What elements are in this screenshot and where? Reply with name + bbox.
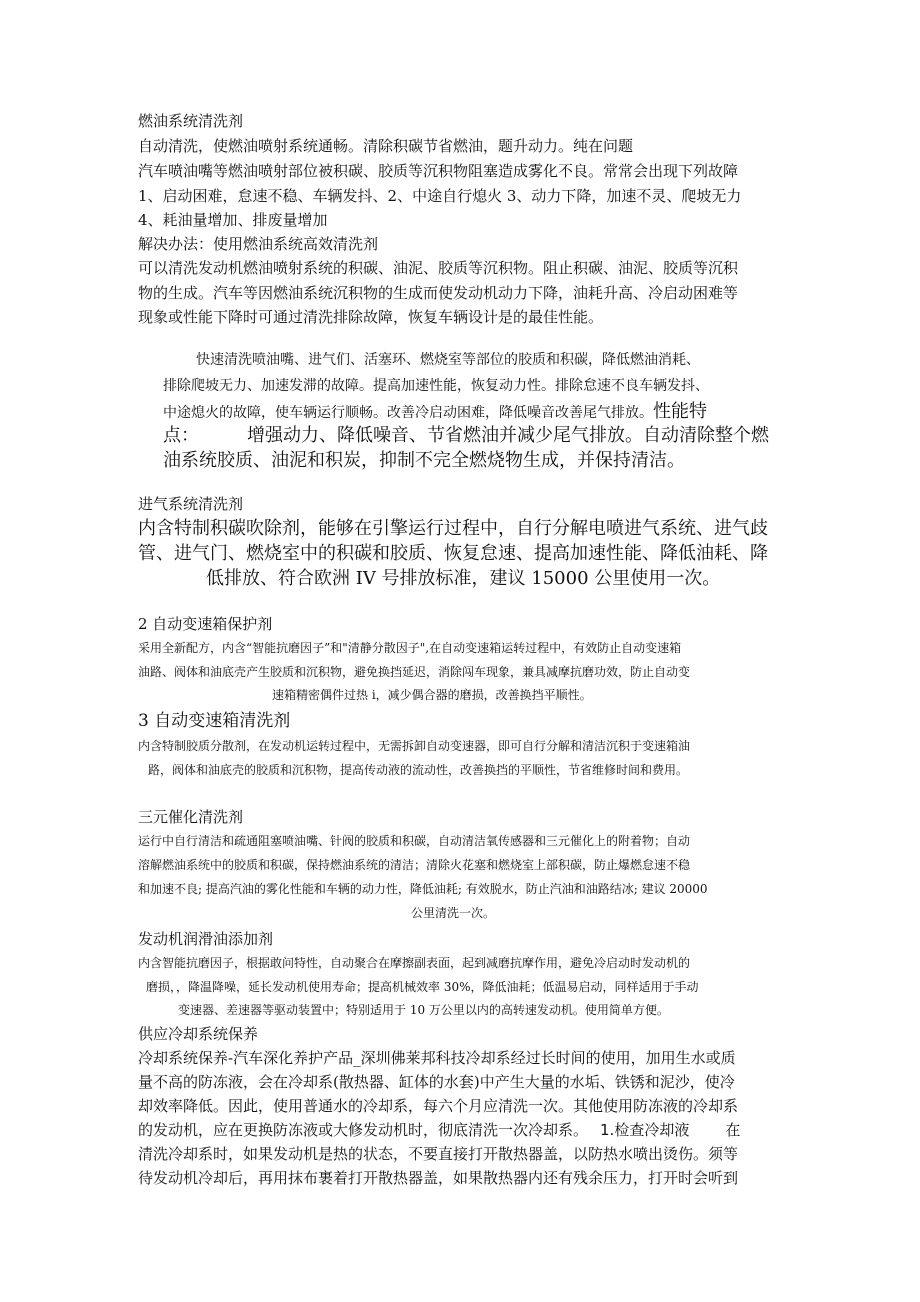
intake-line: 低排放、符合欧洲 IV 号排放标准，建议 15000 公里使用一次。 <box>206 568 721 589</box>
catalyst-line: 和加速不良; 提高汽油的雾化性能和车辆的动力性，降低油耗; 有效脱水，防止汽油和油路结冰; 建议 20000 <box>138 882 708 896</box>
fuel-feature-line: 油系统胶质、油泥和积炭，抑制不完全燃烧物生成，并保持清洁。 <box>163 450 685 471</box>
cooling-line: 量不高的防冻液，会在冷却系(散热器、缸体的水套)中产生大量的水垢、铁锈和泥沙，使冷 <box>138 1073 735 1091</box>
catalyst-line: 公里清洗一次。 <box>411 906 496 920</box>
fuel-feature-line <box>163 426 769 447</box>
atf-clean-title: 3 自动变速箱清洗剂 <box>138 711 291 731</box>
intake-line: 管、进气门、燃烧室中的积碳和胶质、恢复怠速、提高加速性能、降低油耗、降 <box>138 543 768 564</box>
cooling-line: 清洗冷却系时，如果发动机是热的状态，不要直接打开散热器盖，以防热水喷出烫伤。须等 <box>138 1145 739 1163</box>
atf-protect-title: 2 自动变速箱保护剂 <box>138 615 273 633</box>
cooling-line: 冷却系统保养-汽车深化养护产品_深圳佛莱邦科技冷却系经过长时间的使用，加用生水或质 <box>138 1049 736 1067</box>
fuel-line: 现象或性能下降时可通过清洗排除故障，恢复车辆设计是的最佳性能。 <box>138 308 604 326</box>
fuel-feature-text: 中途熄火的故障，使车辆运行顺畅。改善冷启动困难，降低噪音改善尾气排放。 <box>163 405 653 421</box>
oil-additive-line: 内含智能抗磨因子，根据敢问特性，自动聚合在摩擦副表面，起到减磨抗摩作用，避免冷启动时发动机的 <box>138 956 691 970</box>
oil-additive-line: 磨损，，降温降噪，延长发动机使用寿命；提高机械效率 30%，降低油耗；低温易启动，同样适用于手动 <box>146 980 699 994</box>
cooling-step-heading: 1.检查冷却液 <box>600 1121 690 1139</box>
cooling-line <box>138 1122 740 1139</box>
cooling-text: 的发动机，应在更换防冻液或大修发动机时，彻底清洗一次冷却系。 <box>138 1121 589 1139</box>
fuel-line: 1、启动困难，怠速不稳、车辆发抖、2、中途自行熄火 3、动力下降，加速不灵、爬坡无力 <box>138 187 742 205</box>
fuel-line: 自动清洗，使燃油喷射系统通畅。清除积碳节省燃油，题升动力。纯在问题 <box>138 137 634 155</box>
intake-line: 内含特制积碳吹除剂，能够在引擎运行过程中，自行分解电喷进气系统、进气歧 <box>138 518 768 539</box>
catalyst-line: 运行中自行清洁和疏通阻塞喷油嘴、针阀的胶质和积碳，自动清洁氧传感器和三元催化上的附着物；自动 <box>138 834 691 848</box>
fuel-feature-heading: 性能特 <box>653 401 707 422</box>
fuel-line: 物的生成。汽车等因燃油系统沉积物的生成而使发动机动力下降，油耗升高、冷启动困难等 <box>138 284 739 302</box>
fuel-feature-line: 快速清洗喷油嘴、进气们、活塞环、燃烧室等部位的胶质和积碳，降低燃油消耗、 <box>196 352 700 368</box>
oil-additive-line: 变速器、差速器等驱动装置中；特别适用于 10 万公里以内的高转速发动机。使用简单方便。 <box>178 1003 669 1017</box>
cooling-text: 在 <box>725 1121 741 1139</box>
fuel-line: 汽车喷油嘴等燃油喷射部位被积碳、胶质等沉积物阻塞造成雾化不良。常常会出现下列故障 <box>138 162 739 180</box>
fuel-section-title: 燃油系统清洗剂 <box>138 112 244 130</box>
intake-section-title: 进气系统清洗剂 <box>138 495 244 513</box>
atf-clean-line: 内含特制胶质分散剂，在发动机运转过程中，无需拆卸自动变速器，即可自行分解和清洁沉积于变速箱油 <box>138 739 691 753</box>
fuel-feature-line <box>163 402 707 423</box>
atf-protect-line: 采用全新配方，内含“智能抗磨因子”和"清静分散因子",在自动变速箱运转过程中，有效防止自动变速箱 <box>138 641 682 655</box>
catalyst-line: 溶解燃油系统中的胶质和积碳，保持燃油系统的清洁；清除火花塞和燃烧室上部积碳，防止爆燃怠速不稳 <box>138 858 691 872</box>
fuel-feature-text: 增强动力、降低噪音、节省燃油并减少尾气排放。自动清除整个燃 <box>247 425 769 446</box>
fuel-line: 可以清洗发动机燃油喷射系统的积碳、油泥、胶质等沉积物。阻止积碳、油泥、胶质等沉积 <box>138 259 739 277</box>
catalyst-title: 三元催化清洗剂 <box>138 808 244 826</box>
cooling-line: 待发动机冷却后，再用抹布裹着打开散热器盖，如果散热器内还有残余压力，打开时会听到 <box>138 1169 739 1187</box>
cooling-title: 供应冷却系统保养 <box>138 1025 259 1043</box>
atf-protect-line: 速箱精密偶件过热 i，减少偶合器的磨损，改善换挡平顺性。 <box>272 688 592 702</box>
fuel-line: 解决办法：使用燃油系统高效清洗剂 <box>138 235 379 253</box>
atf-protect-line: 油路、阀体和油底壳产生胶质和沉积物，避免换挡延迟，消除闯车现象，兼具减摩抗磨功效，防止自动变 <box>138 665 691 679</box>
fuel-feature-line: 排除爬坡无力、加速发滞的故障。提高加速性能，恢复动力性。排除怠速不良车辆发抖、 <box>163 378 709 394</box>
atf-clean-line: 路，阀体和油底壳的胶质和沉积物，提高传动液的流动性，改善换挡的平顺性，节省维修时间和费用。 <box>148 763 689 777</box>
fuel-feature-label: 点： <box>163 425 199 446</box>
fuel-line: 4、耗油量增加、排废量增加 <box>138 211 328 229</box>
cooling-line: 却效率降低。因此，使用普通水的冷却系，每六个月应清洗一次。其他使用防冻液的冷却系 <box>138 1097 739 1115</box>
oil-additive-title: 发动机润滑油添加剂 <box>138 930 274 948</box>
